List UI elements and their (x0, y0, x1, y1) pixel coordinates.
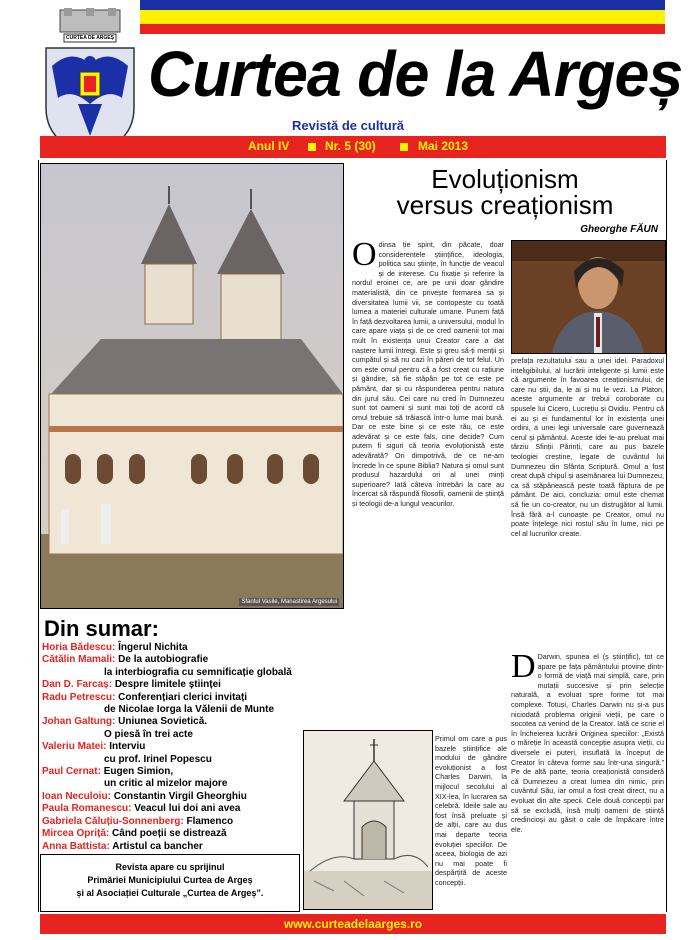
summary-title: Constantin Virgil Gheorghiu (113, 790, 247, 802)
article-title (350, 166, 660, 218)
article-text-1: dinsa ție spirit, din păcate, doar considerentele științifice, ideologia, politica sau științe, în funcție de veacul și de interese. Cu fixație și referire la nordul eroinei ce, are pe unii doar gândire materialistă, din ce privește formarea sa și diversitatea lumii vii, se contopește cu toată lumea a materiei culturale umane. Punem față în față dezvoltarea lumii, a universului, modul în care apare viața și de ce cred oamenii tot mai mult în existența unui Creator care a dat naștere lumii întregi. Este și greu să-ți menții și cumpătul și să nu cazi în păreri de tot felul. Un om este omul pentru că a fost creat cu rațiune și gândire, să fie stăpân pe tot ce este pe pământ, dar și cu răspunderea pentru natura din jurul său. Cei care nu cred în Dumnezeu sunt tot oameni și sunt mai toți de acord că omul trebuie să trăiască într-o lume mai bună. Dar ce este bine și ce este rău, ce este adevărat și ce este fals, cine decide? Cum putem fi siguri că teoria evoluționistă este adevărată? Ori dimpotrivă, de ce ne-am încrede în ce spune Biblia? Natura și omul sunt produsul hazardului ori al unei minți superioare? Iată câteva întrebări la care au încercat să răspundă filosofii, oamenii de știință și teologii de-a lungul veacurilor. (352, 240, 504, 509)
magazine-subtitle: Revistă de cultură (292, 118, 404, 133)
summary-item (42, 828, 342, 840)
flag-strip-red (140, 24, 665, 34)
summary-author: Anna Battista: (42, 840, 110, 852)
drop-cap: D (511, 652, 536, 685)
photo-credit: Sfantul Vasile, Manastirea Argesului (241, 599, 337, 605)
summary-item (42, 791, 342, 803)
flag-strip-blue (140, 0, 665, 10)
summary-title: Artistul ca bancher (112, 840, 203, 852)
summary-title: O piesă în trei acte (104, 728, 193, 740)
summary-author: Paul Cernat: (42, 766, 101, 778)
article-column-4 (435, 734, 507, 910)
summary-title: Eugen Simion, (103, 766, 174, 778)
article-text-3: Darwin, spunea el (ș științific), tot ce apare pe fața pământului provine dintr-o formă de viață mai simplă, care, prin mutații succesive și prin selecție naturală, a evoluat spre forme tot mai complexe. Totuși, Charles Darwin nu și-a pus niciodată problema originii vieții, pe care o socotea ca venind de la Creator. Iată ce scrie el în încheierea lucrării Originea speciilor: „Există o măreție în această concepție asupra vieții, cu diversele ei puteri, insuflată la început de Creator în câteva forme sau într-una singură.” Pe de altă parte, teoria creaționistă consideră că Dumnezeu a creat lumea din nimic, prin cuvântul Său, iar omul a fost creat direct, nu a evoluat din alte specii. Cele două concepții par să se excludă, însă mulți oameni de știință credincioși au găsit o cale de împăcare între ele. (511, 652, 664, 834)
summary-title: Flamenco (186, 815, 234, 827)
article-title-line1: Evoluționism (431, 164, 579, 194)
summary-item (42, 841, 342, 853)
summary-item (42, 741, 342, 753)
sponsor-line-3: și al Asociației Culturale „Curtea de Argeș”. (76, 888, 264, 898)
article-column-2 (511, 356, 664, 646)
summary-title: Conferențiari clerici invitați (118, 691, 248, 703)
summary-item (42, 704, 342, 716)
summary-title: Uniunea Sovietică. (118, 716, 208, 728)
summary-heading: Din sumar: (44, 616, 159, 641)
bullet-square (308, 143, 316, 151)
bullet-square (400, 143, 408, 151)
summary-item (42, 679, 342, 691)
author-portrait (511, 240, 666, 354)
issue-date: Mai 2013 (418, 139, 469, 153)
summary-title: de Nicolae Iorga la Vălenii de Munte (104, 704, 275, 716)
article-column-3 (511, 652, 664, 910)
sponsor-box (40, 854, 300, 912)
summary-item (42, 803, 342, 815)
summary-item (42, 642, 342, 654)
article-text-4: Primul om care a pus bazele științifice ale modului de gândire evoluționist a fost Charles Darwin, la mijlocul secolului al XIX-lea, în lucrarea sa celebră. Ideile sale au fost însă preluate și de alții, care au dus mai departe teoria evoluției speciilor. De aceea, biologia de azi nu mai poate fi despărțită de aceste concepții. (435, 734, 507, 887)
sponsor-line-1: Revista apare cu sprijinul (115, 862, 225, 872)
summary-title: la interbiografia cu semnificație globală (104, 666, 292, 678)
summary-title: Veacul lui doi ani avea (134, 803, 241, 815)
summary-item (42, 667, 342, 679)
summary-title: cu prof. Irinel Popescu (104, 753, 212, 765)
monastery-photo (40, 163, 344, 609)
page-border-left (38, 160, 39, 912)
summary-author: Mircea Opriță: (42, 828, 110, 840)
summary-author: Gabriela Căluțiu-Sonnenberg: (42, 815, 184, 827)
drop-cap: O (352, 240, 377, 273)
flag-strip-yellow (140, 10, 665, 24)
summary-item (42, 766, 342, 778)
summary-author: Cătălin Mamali: (42, 654, 116, 666)
summary-item (42, 729, 342, 741)
article-author: Gheorghe FĂUN (580, 224, 658, 235)
summary-author: Dan D. Farcaș: (42, 679, 113, 691)
summary-title: Îngerul Nichita (118, 642, 188, 653)
summary-author: Johan Galtung: (42, 716, 116, 728)
summary-item (42, 654, 342, 666)
summary-title: un critic al mizelor majore (104, 778, 228, 790)
summary-title: Când poeții se distrează (112, 828, 227, 840)
summary-title: Interviu (109, 741, 146, 753)
summary-item (42, 816, 342, 828)
summary-item (42, 754, 342, 766)
summary-author: Radu Petrescu: (42, 691, 116, 703)
summary-title: Despre limitele științei (114, 679, 221, 691)
summary-list (42, 642, 342, 853)
summary-title: De la autobiografie (118, 654, 209, 666)
issue-number: Nr. 5 (30) (325, 139, 376, 153)
crest-label: CURTEA DE ARGEȘ (66, 35, 114, 41)
summary-item (42, 692, 342, 704)
summary-author: Ioan Neculoiu: (42, 790, 111, 802)
website-link[interactable]: www.curteadelaarges.ro (283, 917, 423, 931)
summary-author: Paula Romanescu: (42, 803, 132, 815)
issue-year: Anul IV (248, 139, 290, 153)
summary-author: Horia Bădescu: (42, 642, 116, 653)
summary-item (42, 778, 342, 790)
summary-item (42, 716, 342, 728)
magazine-title: Curtea de la Argeș (148, 38, 683, 110)
sponsor-line-2: Primăriei Municipiului Curtea de Argeș (87, 875, 253, 885)
article-title-line2: versus creaționism (396, 190, 614, 220)
summary-author: Valeriu Matei: (42, 741, 107, 753)
page-border-right (666, 160, 667, 912)
article-text-2: prefața rezultatului sau a unei idei. Paradoxul inteligibilului, al lucrării inteligente și lumii este că argumente în favoarea creaționismului, de care nu știi, da, le ai și nu le vezi. La Platon, aceste argumente ar trebui coroborate cu spusele lui Cicero, Lucrețiu și Ovidiu. Pentru că ei au și ei fundamentul lor în existența unei ordini, a unei legi universale care guvernează cerul și pământul. Aceste idei le-au preluat mai târziu Sfinții Părinți, care au pus bazele teologiei creștine, legate de cuvântul lui Dumnezeu din Sfânta Scriptură. Omul a fost creat după chipul și asemănarea lui Dumnezeu, ca să stăpânească peste toată făptura de pe pământ. De aici, concluzia: omul este chemat să fie un co-creator, nu un distrugător al lumii. Însă fără a-l cunoaște pe Creator, omul nu poate înțelege nici rostul său în lume, nici pe cel al lucrurilor create. (511, 356, 664, 538)
article-column-1 (352, 240, 504, 730)
